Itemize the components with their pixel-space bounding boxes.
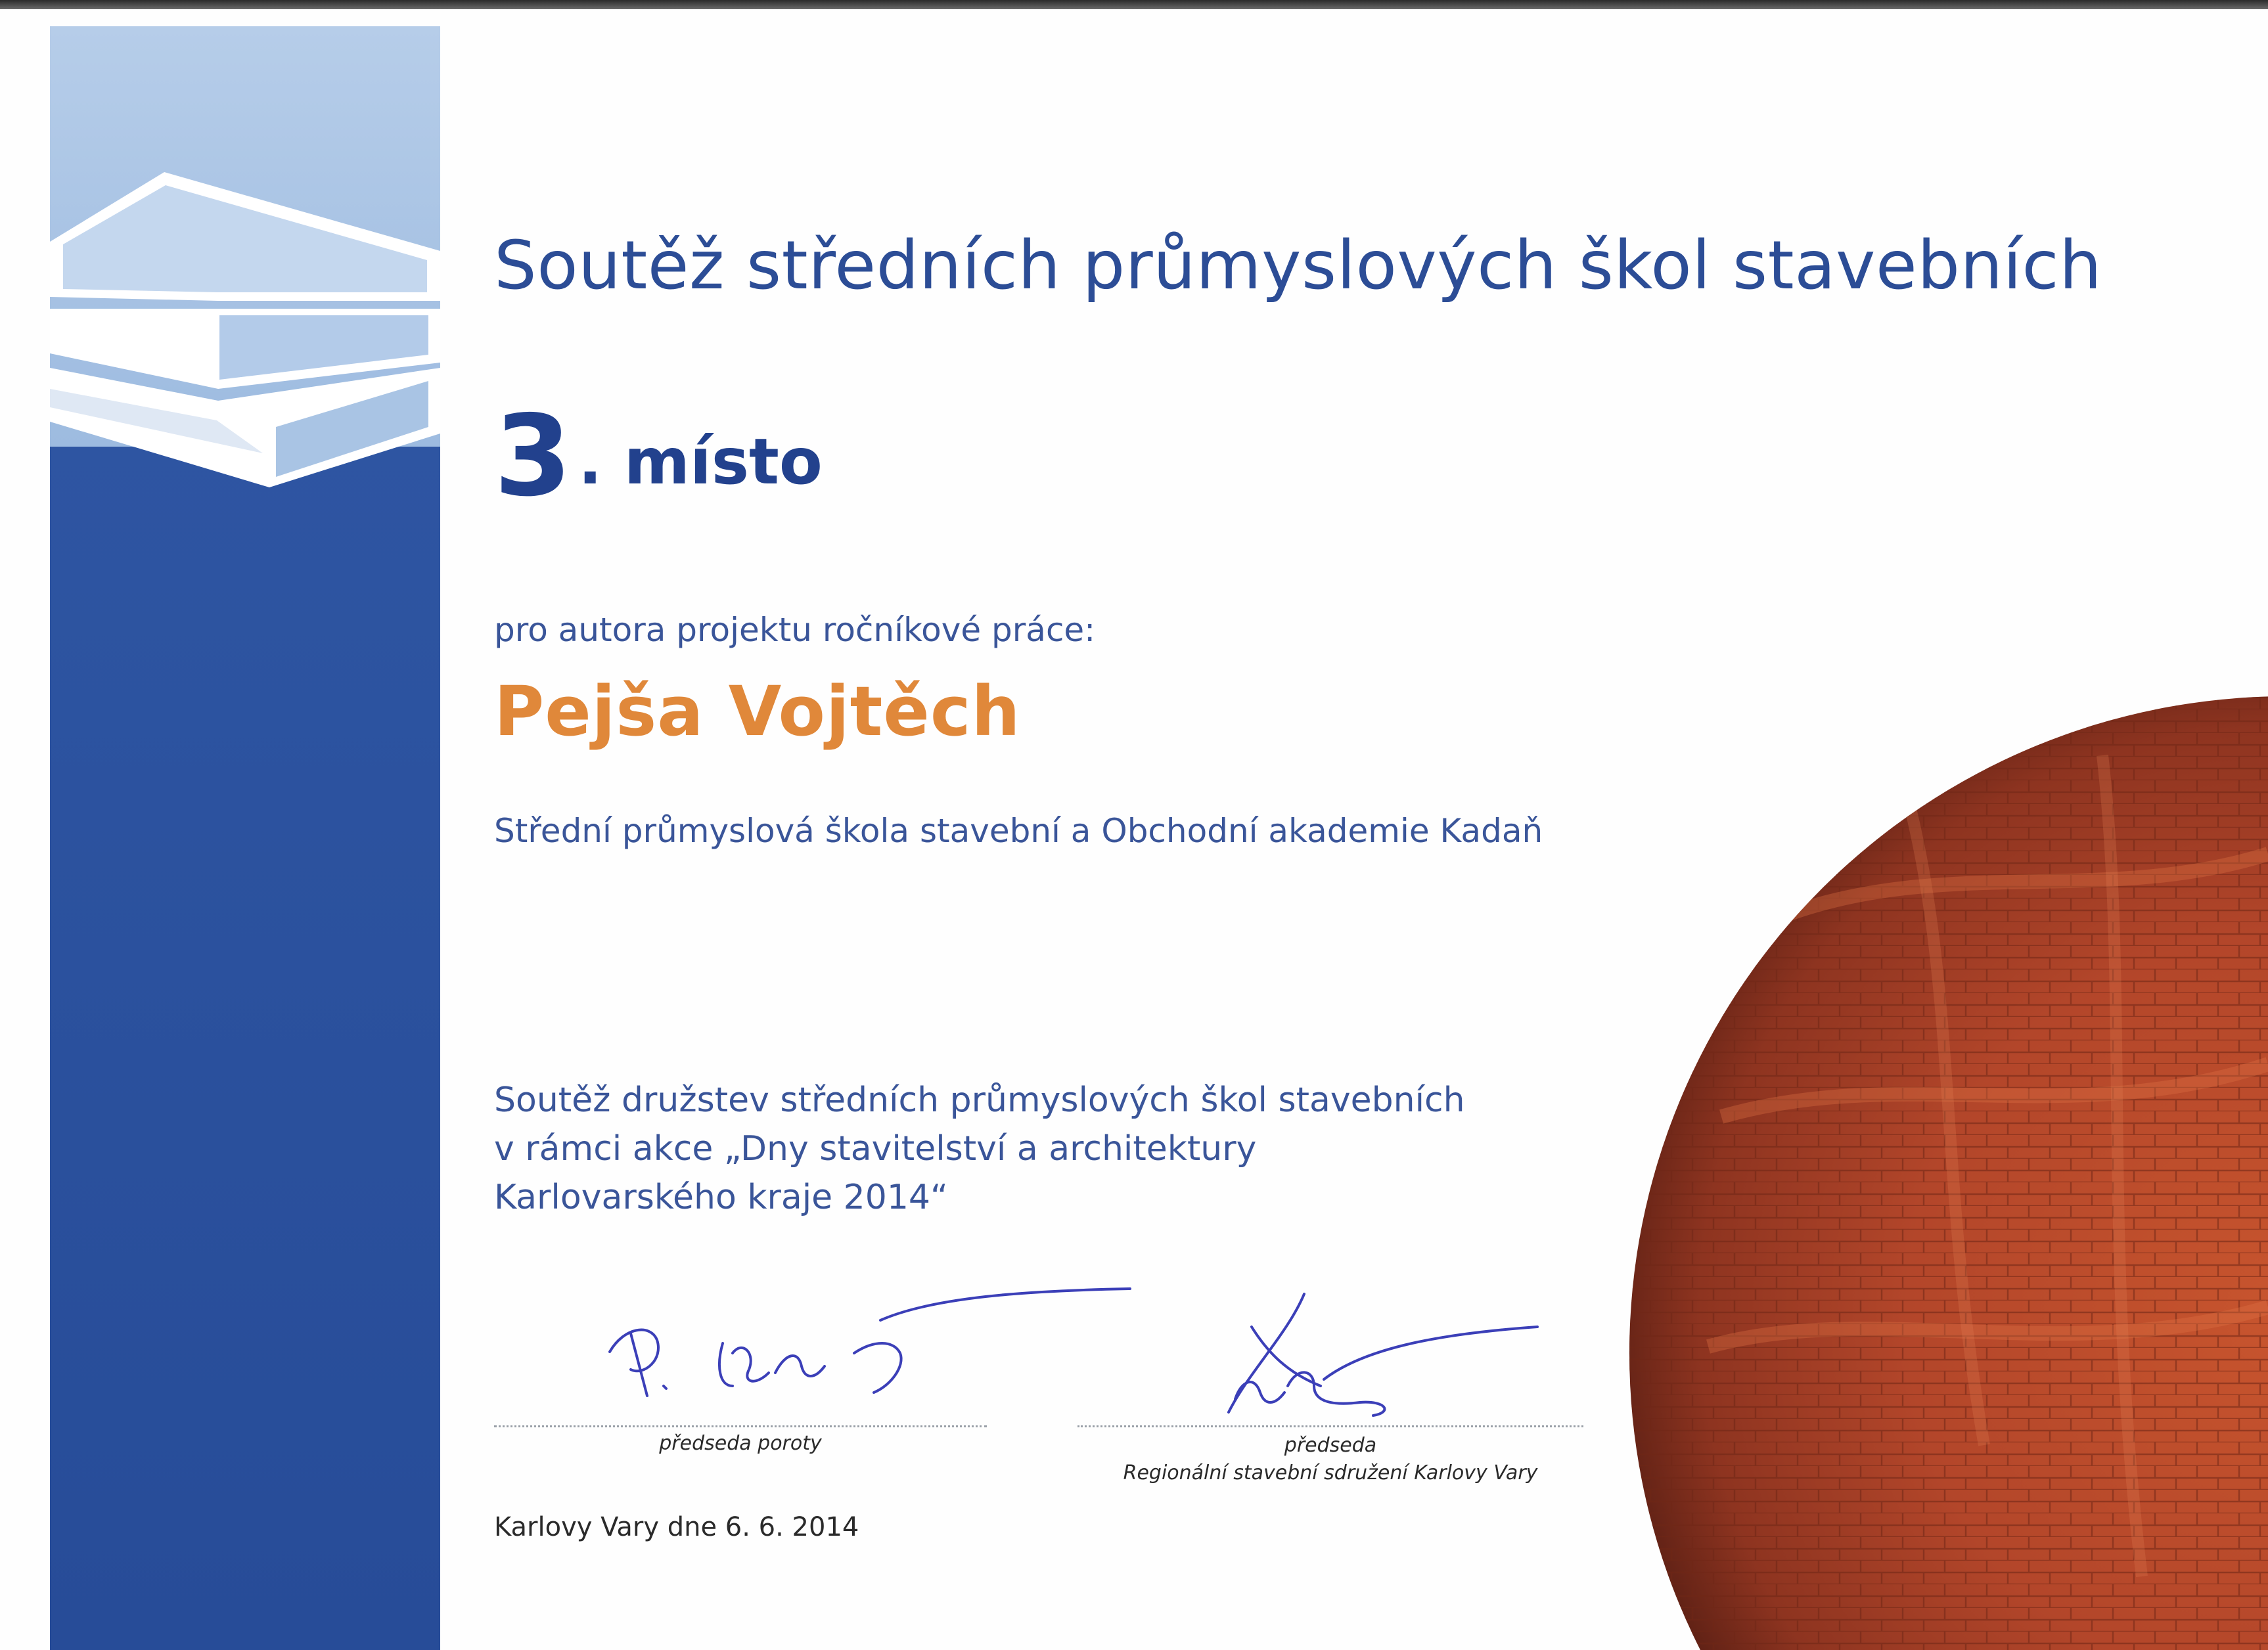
signature-caption-jury [494, 1432, 987, 1455]
recipient-name: Pejša Vojtěch [494, 671, 1021, 751]
jury-chair-signature [610, 1289, 1130, 1396]
place-label: . místo [578, 425, 823, 499]
event-description-line: Soutěž družstev středních průmyslových škol stavebních [494, 1081, 1465, 1120]
recipient-intro: pro autora projektu ročníkové práce: [494, 611, 1096, 649]
signature-caption-line: Regionální stavební sdružení Karlovy Vary [1123, 1461, 1538, 1484]
signature-caption-association [1077, 1432, 1583, 1487]
place-and-date: Karlovy Vary dne 6. 6. 2014 [494, 1512, 859, 1542]
signature-caption-line: předseda [1284, 1434, 1377, 1457]
signature-caption-line: předseda poroty [659, 1432, 822, 1455]
association-chair-signature [1229, 1294, 1537, 1416]
signature-line-association [1077, 1425, 1583, 1427]
place-number: 3 [494, 391, 572, 522]
event-description-line: Karlovarského kraje 2014“ [494, 1178, 948, 1217]
signature-line-jury [494, 1425, 987, 1427]
event-description-line: v rámci akce „Dny stavitelství a architektury [494, 1129, 1257, 1169]
school-name: Střední průmyslová škola stavební a Obchodní akademie Kadaň [494, 812, 1543, 850]
competition-title: Soutěž středních průmyslových škol stavebních [494, 227, 2102, 305]
